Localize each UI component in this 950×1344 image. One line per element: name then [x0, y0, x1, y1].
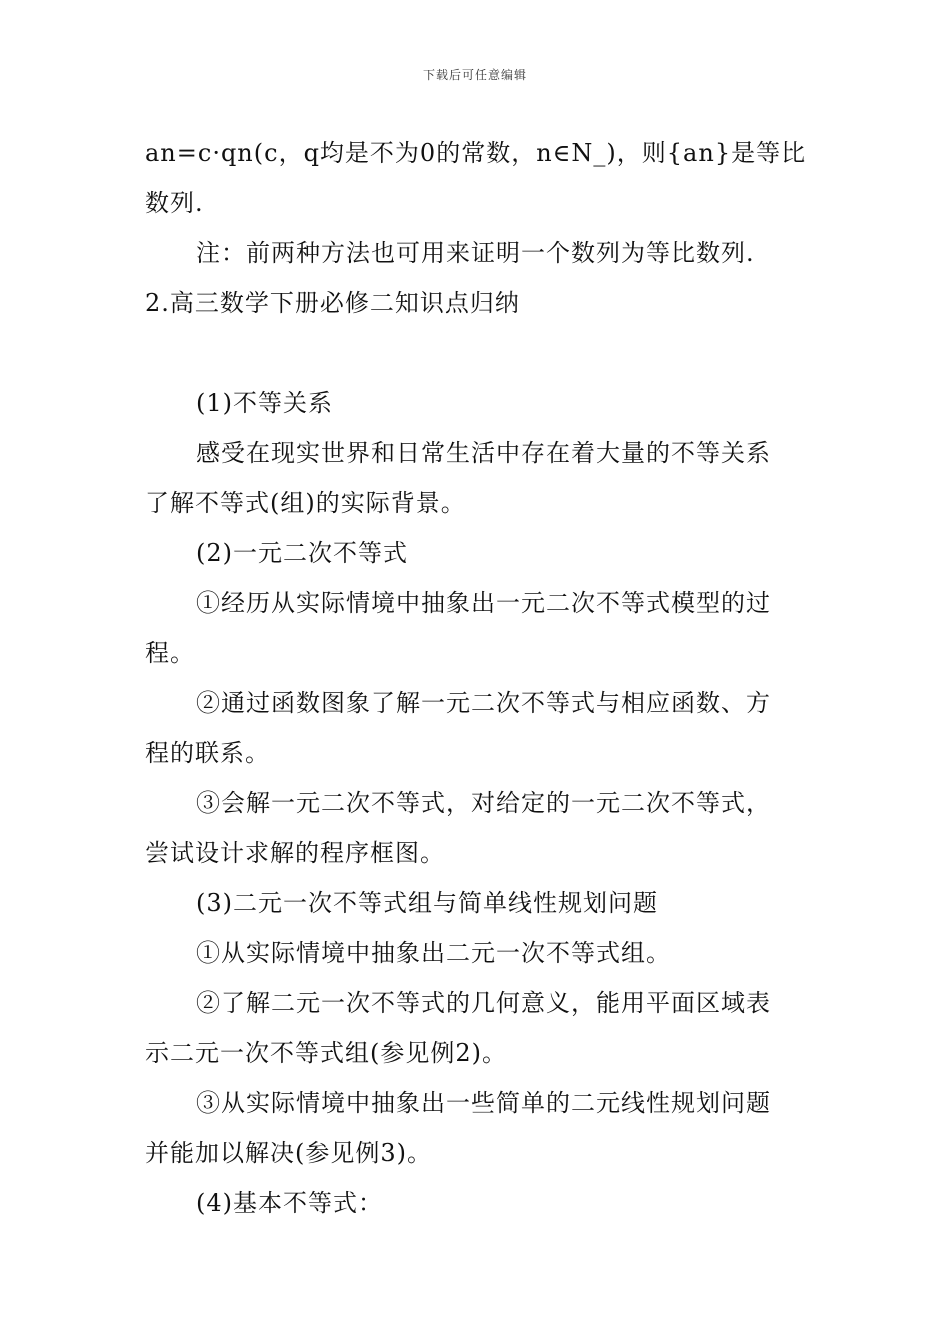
text-line: 程。	[145, 639, 195, 667]
subsection-heading: (3)二元一次不等式组与简单线性规划问题	[196, 889, 658, 917]
text-line: 示二元一次不等式组(参见例2)。	[145, 1039, 507, 1067]
text-line: ②了解二元一次不等式的几何意义，能用平面区域表	[196, 989, 771, 1017]
section-heading: 2.高三数学下册必修二知识点归纳	[145, 289, 520, 317]
blank-gap	[145, 328, 813, 378]
text-line: 了解不等式(组)的实际背景。	[145, 489, 466, 517]
text-line: 尝试设计求解的程序框图。	[145, 839, 445, 867]
text-line: 数列.	[145, 189, 204, 217]
text-line: ①从实际情境中抽象出二元一次不等式组。	[196, 939, 671, 967]
subsection-heading: (1)不等关系	[196, 389, 333, 417]
page-header-note: 下载后可任意编辑	[422, 68, 527, 82]
text-line: 注：前两种方法也可用来证明一个数列为等比数列.	[196, 239, 755, 267]
text-line: 程的联系。	[145, 739, 270, 767]
text-line: ①经历从实际情境中抽象出一元二次不等式模型的过	[196, 589, 771, 617]
text-line: ③会解一元二次不等式，对给定的一元二次不等式，	[196, 789, 771, 817]
subsection-heading: (2)一元二次不等式	[196, 539, 408, 567]
subsection-heading: (4)基本不等式：	[196, 1189, 383, 1217]
text-line: ②通过函数图象了解一元二次不等式与相应函数、方	[196, 689, 771, 717]
text-line: an=c·qn(c，q均是不为0的常数，n∈N_)，则{an}是等比	[145, 139, 807, 167]
text-line: ③从实际情境中抽象出一些简单的二元线性规划问题	[196, 1089, 771, 1117]
text-line: 并能加以解决(参见例3)。	[145, 1139, 432, 1167]
document-body	[145, 128, 813, 1228]
text-line: 感受在现实世界和日常生活中存在着大量的不等关系	[196, 439, 771, 467]
